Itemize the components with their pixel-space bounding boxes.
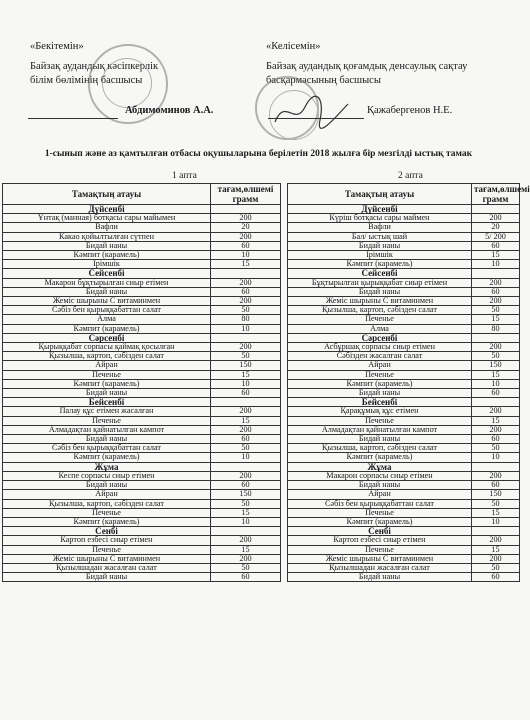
dish-amount: 200 bbox=[211, 471, 281, 480]
dish-name: Бидай наны bbox=[3, 573, 211, 582]
dish-amount: 50 bbox=[211, 499, 281, 508]
menu-row bbox=[288, 545, 520, 554]
menu-row bbox=[3, 389, 281, 398]
col-header-name: Тамақтың атауы bbox=[288, 184, 472, 205]
dish-name: Кәмпит (карамель) bbox=[3, 453, 211, 462]
dish-amount: 50 bbox=[472, 352, 520, 361]
menu-row bbox=[3, 251, 281, 260]
dish-name: Қызылшадан жасалған салат bbox=[288, 563, 472, 572]
dish-amount: 200 bbox=[472, 343, 520, 352]
day-name: Сәрсенбі bbox=[3, 333, 211, 342]
week1-menu-table bbox=[2, 183, 281, 582]
agreer-org-line2: басқармасының басшысы bbox=[266, 75, 381, 86]
menu-row bbox=[288, 223, 520, 232]
week2-label: 2 апта bbox=[398, 171, 423, 181]
day-amount-empty bbox=[211, 462, 281, 471]
dish-name: Қарақұмық құс етімен bbox=[288, 407, 472, 416]
day-name: Бейсенбі bbox=[288, 398, 472, 407]
dish-amount: 10 bbox=[211, 379, 281, 388]
dish-amount: 60 bbox=[472, 435, 520, 444]
dish-amount: 200 bbox=[211, 407, 281, 416]
menu-row bbox=[3, 278, 281, 287]
dish-name: Печенье bbox=[3, 416, 211, 425]
dish-amount: 200 bbox=[211, 232, 281, 241]
menu-row bbox=[3, 241, 281, 250]
dish-amount: 10 bbox=[211, 251, 281, 260]
menu-row bbox=[288, 499, 520, 508]
dish-amount: 150 bbox=[211, 361, 281, 370]
dish-amount: 15 bbox=[472, 508, 520, 517]
dish-amount: 60 bbox=[472, 481, 520, 490]
dish-name: Қызылша, картоп, сәбізден салат bbox=[288, 306, 472, 315]
day-amount-empty bbox=[211, 269, 281, 278]
agreer-name: Қажабергенов Н.Е. bbox=[367, 105, 453, 116]
dish-name: Печенье bbox=[288, 416, 472, 425]
dish-name: Сәбіз бен қырыққабаттан салат bbox=[288, 499, 472, 508]
dish-amount: 15 bbox=[472, 416, 520, 425]
menu-row bbox=[3, 471, 281, 480]
menu-row bbox=[288, 379, 520, 388]
menu-row bbox=[288, 536, 520, 545]
menu-row bbox=[3, 517, 281, 526]
dish-name: Кәмпит (карамель) bbox=[3, 517, 211, 526]
dish-name: Картоп езбесі сиыр етімен bbox=[288, 536, 472, 545]
agree-label: «Келісемін» bbox=[266, 41, 321, 52]
dish-amount: 5/ 200 bbox=[472, 232, 520, 241]
dish-name: Кәмпит (карамель) bbox=[288, 453, 472, 462]
menu-row bbox=[3, 444, 281, 453]
dish-name: Қызылшадан жасалған салат bbox=[3, 563, 211, 572]
dish-amount: 10 bbox=[472, 517, 520, 526]
col-header-amount: тағам,өлшемі грамм bbox=[472, 184, 520, 205]
day-name: Жұма bbox=[288, 462, 472, 471]
dish-name: Бидай наны bbox=[288, 573, 472, 582]
menu-row bbox=[288, 232, 520, 241]
dish-name: Бидай наны bbox=[288, 389, 472, 398]
dish-name: Қызылша, картоп, сәбізден салат bbox=[3, 352, 211, 361]
menu-row bbox=[288, 315, 520, 324]
dish-amount: 20 bbox=[211, 223, 281, 232]
dish-amount: 60 bbox=[211, 573, 281, 582]
dish-amount: 50 bbox=[211, 306, 281, 315]
menu-row bbox=[288, 361, 520, 370]
menu-row bbox=[3, 490, 281, 499]
dish-amount: 60 bbox=[211, 389, 281, 398]
day-name: Бейсенбі bbox=[3, 398, 211, 407]
dish-amount: 10 bbox=[211, 324, 281, 333]
menu-row bbox=[3, 453, 281, 462]
dish-name: Печенье bbox=[3, 545, 211, 554]
dish-amount: 60 bbox=[472, 241, 520, 250]
menu-row bbox=[288, 389, 520, 398]
dish-name: Бидай наны bbox=[3, 287, 211, 296]
dish-amount: 50 bbox=[472, 444, 520, 453]
menu-row bbox=[3, 361, 281, 370]
dish-name: Бидай наны bbox=[288, 435, 472, 444]
dish-name: Кәмпит (карамель) bbox=[288, 517, 472, 526]
menu-row bbox=[3, 545, 281, 554]
day-header-row bbox=[3, 269, 281, 278]
menu-row bbox=[288, 306, 520, 315]
dish-name: Печенье bbox=[288, 508, 472, 517]
menu-row bbox=[288, 324, 520, 333]
week1-label: 1 апта bbox=[172, 171, 197, 181]
dish-name: Макарон сорпасы сиыр етімен bbox=[288, 471, 472, 480]
dish-amount: 60 bbox=[472, 573, 520, 582]
menu-row bbox=[3, 508, 281, 517]
day-name: Сейсенбі bbox=[288, 269, 472, 278]
day-amount-empty bbox=[472, 462, 520, 471]
dish-name: Қырыққабат сорпасы қаймақ қосылған bbox=[3, 343, 211, 352]
dish-amount: 15 bbox=[472, 251, 520, 260]
menu-row bbox=[3, 425, 281, 434]
dish-name: Кәмпит (карамель) bbox=[288, 379, 472, 388]
menu-row bbox=[3, 536, 281, 545]
approver-org-line1: Байзақ аудандық кәсіпкерлік bbox=[30, 61, 159, 72]
dish-amount: 200 bbox=[472, 425, 520, 434]
menu-row bbox=[3, 416, 281, 425]
dish-name: Алма bbox=[288, 324, 472, 333]
dish-amount: 15 bbox=[211, 416, 281, 425]
dish-name: Жеміс шырыны С витаминмен bbox=[288, 554, 472, 563]
dish-amount: 80 bbox=[211, 315, 281, 324]
dish-name: Бал/ ыстық шай bbox=[288, 232, 472, 241]
dish-name: Жеміс шырыны С витаминмен bbox=[3, 297, 211, 306]
dish-name: Сәбіз бен қырыққабаттан салат bbox=[3, 306, 211, 315]
dish-amount: 200 bbox=[211, 343, 281, 352]
day-header-row bbox=[3, 462, 281, 471]
dish-amount: 15 bbox=[211, 370, 281, 379]
dish-name: Айран bbox=[3, 361, 211, 370]
dish-amount: 60 bbox=[211, 435, 281, 444]
menu-row bbox=[288, 214, 520, 223]
dish-amount: 150 bbox=[211, 490, 281, 499]
agreer-org-line1: Байзақ аудандық қоғамдық денсаулық сақтау bbox=[266, 61, 468, 72]
dish-name: Алмадақтан қайнатылған кампот bbox=[288, 425, 472, 434]
dish-amount: 200 bbox=[472, 554, 520, 563]
dish-name: Жеміс шырыны С витаминмен bbox=[3, 554, 211, 563]
dish-name: Бидай наны bbox=[3, 241, 211, 250]
menu-row bbox=[3, 407, 281, 416]
dish-name: Айран bbox=[288, 361, 472, 370]
day-name: Сәрсенбі bbox=[288, 333, 472, 342]
signature-scribble bbox=[270, 92, 350, 132]
menu-row bbox=[288, 471, 520, 480]
dish-amount: 60 bbox=[211, 287, 281, 296]
dish-amount: 10 bbox=[472, 379, 520, 388]
menu-row bbox=[3, 499, 281, 508]
dish-name: Печенье bbox=[288, 370, 472, 379]
day-name: Жұма bbox=[3, 462, 211, 471]
menu-row bbox=[3, 563, 281, 572]
dish-amount: 50 bbox=[211, 352, 281, 361]
menu-row bbox=[3, 260, 281, 269]
menu-row bbox=[288, 278, 520, 287]
dish-amount: 200 bbox=[472, 407, 520, 416]
document-title: 1-сынып және аз қамтылған отбасы оқушыларына берілетін 2018 жылға бір мезгілді ыстық тамак bbox=[44, 149, 473, 159]
dish-name: Бұқтырылған қырыққабат сиыр етімен bbox=[288, 278, 472, 287]
approve-label: «Бекітемін» bbox=[30, 41, 84, 52]
dish-amount: 200 bbox=[472, 278, 520, 287]
dish-amount: 200 bbox=[472, 536, 520, 545]
dish-name: Кәмпит (карамель) bbox=[288, 260, 472, 269]
dish-name: Айран bbox=[3, 490, 211, 499]
menu-row bbox=[288, 241, 520, 250]
dish-amount: 15 bbox=[211, 260, 281, 269]
menu-row bbox=[288, 573, 520, 582]
dish-name: Алмадақтан қайнатылған кампот bbox=[3, 425, 211, 434]
dish-amount: 15 bbox=[211, 545, 281, 554]
dish-name: Вафли bbox=[3, 223, 211, 232]
dish-amount: 15 bbox=[211, 508, 281, 517]
menu-row bbox=[3, 324, 281, 333]
dish-amount: 15 bbox=[472, 545, 520, 554]
dish-name: Сәбіз бен қырыққабаттан салат bbox=[3, 444, 211, 453]
dish-amount: 60 bbox=[472, 389, 520, 398]
menu-row bbox=[288, 370, 520, 379]
signature-line-left bbox=[28, 118, 118, 119]
dish-amount: 10 bbox=[211, 517, 281, 526]
dish-amount: 15 bbox=[472, 370, 520, 379]
col-header-amount: тағам,өлшемі грамм bbox=[211, 184, 281, 205]
menu-row bbox=[3, 232, 281, 241]
dish-name: Жеміс шырыны С витаминмен bbox=[288, 297, 472, 306]
dish-amount: 80 bbox=[472, 324, 520, 333]
dish-name: Кәмпит (карамель) bbox=[3, 251, 211, 260]
dish-name: Ұнтақ (манная) ботқасы сары майымен bbox=[3, 214, 211, 223]
menu-row bbox=[3, 370, 281, 379]
dish-amount: 150 bbox=[472, 361, 520, 370]
menu-row bbox=[3, 315, 281, 324]
dish-name: Печенье bbox=[3, 370, 211, 379]
day-header-row bbox=[288, 462, 520, 471]
day-name: Сейсенбі bbox=[3, 269, 211, 278]
dish-name: Ірімшік bbox=[3, 260, 211, 269]
approver-name: Абдимоминов А.А. bbox=[125, 105, 214, 116]
dish-name: Кәмпит (карамель) bbox=[3, 379, 211, 388]
dish-amount: 200 bbox=[211, 278, 281, 287]
dish-name: Бидай наны bbox=[3, 481, 211, 490]
dish-name: Бидай наны bbox=[288, 481, 472, 490]
menu-row bbox=[288, 481, 520, 490]
menu-row bbox=[3, 573, 281, 582]
menu-row bbox=[3, 223, 281, 232]
dish-name: Ірімшік bbox=[288, 251, 472, 260]
dish-amount: 200 bbox=[211, 214, 281, 223]
dish-name: Асбұршақ сорпасы сиыр етімен bbox=[288, 343, 472, 352]
dish-amount: 60 bbox=[211, 481, 281, 490]
dish-amount: 200 bbox=[211, 536, 281, 545]
dish-amount: 200 bbox=[211, 425, 281, 434]
dish-amount: 200 bbox=[211, 297, 281, 306]
dish-name: Кеспе сорпасы сиыр етімен bbox=[3, 471, 211, 480]
signature-line-right bbox=[268, 118, 364, 119]
day-name: Сенбі bbox=[288, 527, 472, 536]
dish-name: Какао қойылтылған сүтпен bbox=[3, 232, 211, 241]
menu-row bbox=[288, 490, 520, 499]
day-name: Дүйсенбі bbox=[3, 205, 211, 214]
day-name: Дүйсенбі bbox=[288, 205, 472, 214]
dish-name: Печенье bbox=[3, 508, 211, 517]
menu-row bbox=[288, 407, 520, 416]
week2-menu-table bbox=[287, 183, 530, 582]
menu-row bbox=[3, 214, 281, 223]
dish-name: Сәбізден жасалған салат bbox=[288, 352, 472, 361]
dish-amount: 200 bbox=[472, 297, 520, 306]
dish-name: Қызылша, картоп, сәбізден салат bbox=[288, 444, 472, 453]
menu-row bbox=[288, 260, 520, 269]
dish-name: Алма bbox=[3, 315, 211, 324]
dish-amount: 10 bbox=[211, 453, 281, 462]
dish-name: Макарон бұқтырылған сиыр етімен bbox=[3, 278, 211, 287]
dish-name: Палау құс етімен жасалған bbox=[3, 407, 211, 416]
dish-amount: 50 bbox=[211, 444, 281, 453]
dish-name: Айран bbox=[288, 490, 472, 499]
dish-name: Печенье bbox=[288, 315, 472, 324]
menu-row bbox=[3, 306, 281, 315]
dish-name: Бидай наны bbox=[288, 287, 472, 296]
dish-amount: 10 bbox=[472, 453, 520, 462]
dish-amount: 20 bbox=[472, 223, 520, 232]
dish-amount: 50 bbox=[472, 306, 520, 315]
dish-amount: 50 bbox=[211, 563, 281, 572]
col-header-name: Тамақтың атауы bbox=[3, 184, 211, 205]
day-header-row bbox=[288, 269, 520, 278]
menu-row bbox=[288, 416, 520, 425]
menu-row bbox=[288, 352, 520, 361]
menu-row bbox=[3, 379, 281, 388]
dish-name: Бидай наны bbox=[3, 389, 211, 398]
day-name: Сенбі bbox=[3, 527, 211, 536]
dish-name: Печенье bbox=[288, 545, 472, 554]
dish-name: Картоп езбесі сиыр етімен bbox=[3, 536, 211, 545]
dish-amount: 50 bbox=[472, 499, 520, 508]
dish-amount: 15 bbox=[472, 315, 520, 324]
day-amount-empty bbox=[472, 269, 520, 278]
dish-amount: 10 bbox=[472, 260, 520, 269]
dish-amount: 60 bbox=[472, 287, 520, 296]
dish-name: Күріш ботқасы сары маймен bbox=[288, 214, 472, 223]
menu-row bbox=[288, 425, 520, 434]
approver-org-line2: білім бөлімінің басшысы bbox=[30, 75, 143, 86]
dish-amount: 60 bbox=[211, 241, 281, 250]
dish-amount: 200 bbox=[472, 214, 520, 223]
dish-amount: 200 bbox=[211, 554, 281, 563]
menu-row bbox=[288, 453, 520, 462]
dish-amount: 150 bbox=[472, 490, 520, 499]
menu-row bbox=[288, 517, 520, 526]
dish-name: Қызылша, картоп, сәбізден салат bbox=[3, 499, 211, 508]
dish-name: Бидай наны bbox=[3, 435, 211, 444]
dish-name: Бидай наны bbox=[288, 241, 472, 250]
dish-amount: 50 bbox=[472, 563, 520, 572]
dish-name: Кәмпит (карамель) bbox=[3, 324, 211, 333]
dish-name: Вафли bbox=[288, 223, 472, 232]
menu-row bbox=[288, 563, 520, 572]
dish-amount: 200 bbox=[472, 471, 520, 480]
